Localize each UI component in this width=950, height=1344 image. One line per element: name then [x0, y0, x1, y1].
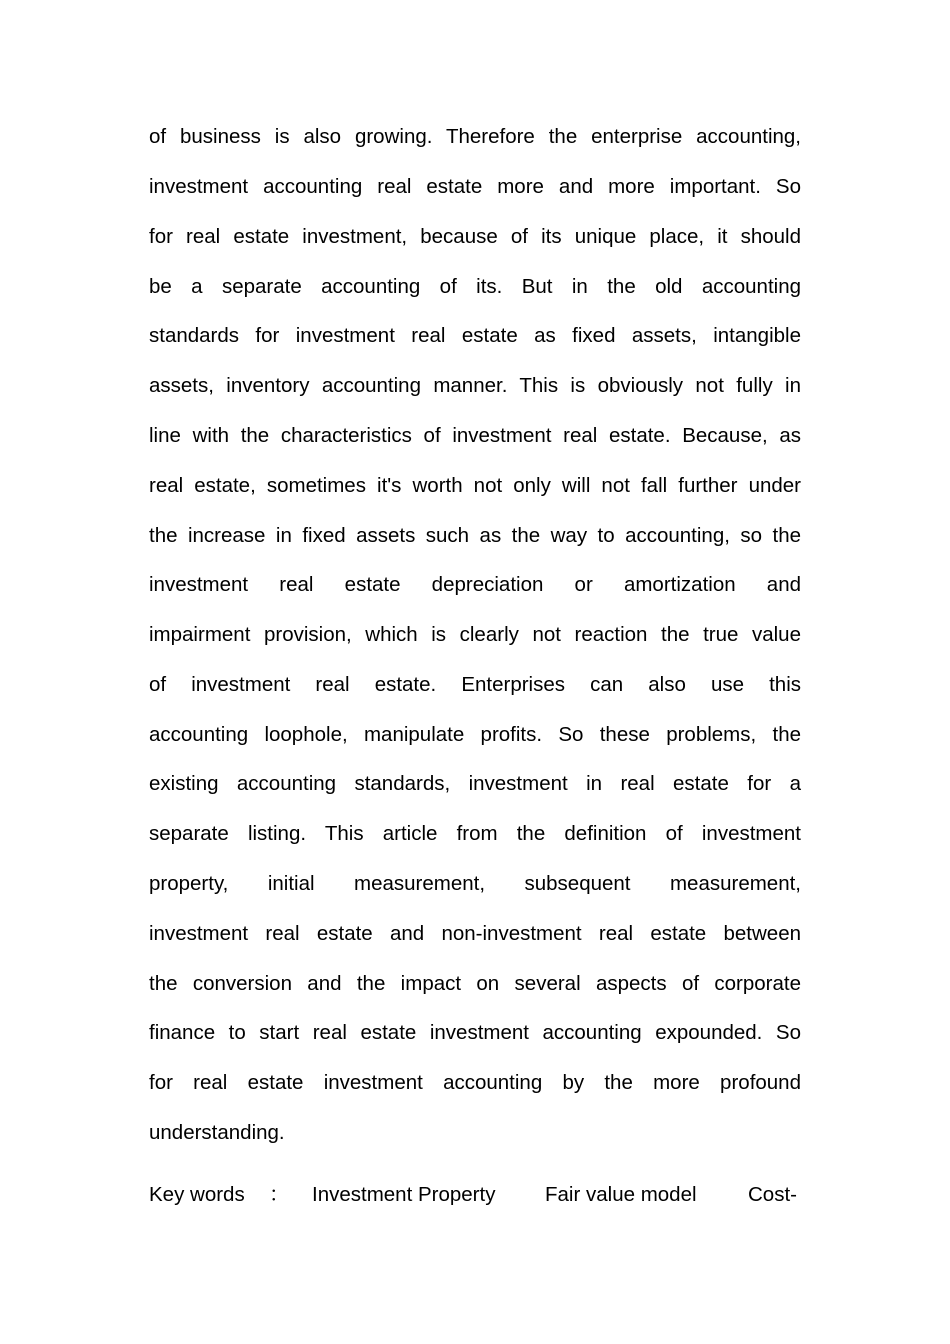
paragraph-line-10: investment real estate depreciation or amortization and	[149, 573, 801, 596]
paragraph-line-11: impairment provision, which is clearly not reaction the true value	[149, 623, 801, 646]
paragraph-line-16: property, initial measurement, subsequent measurement,	[149, 872, 801, 895]
paragraph-line-13: accounting loophole, manipulate profits. So these problems, the	[149, 723, 801, 746]
keyword-item-3: Cost-	[748, 1183, 797, 1206]
paragraph-line-21: understanding.	[149, 1121, 285, 1144]
paragraph-line-5: standards for investment real estate as fixed assets, intangible	[149, 324, 801, 347]
paragraph-line-1: of business is also growing. Therefore the enterprise accounting,	[149, 125, 801, 148]
paragraph-line-15: separate listing. This article from the definition of investment	[149, 822, 801, 845]
paragraph-line-7: line with the characteristics of investment real estate. Because, as	[149, 424, 801, 447]
paragraph-line-6: assets, inventory accounting manner. This is obviously not fully in	[149, 374, 801, 397]
paragraph-line-8: real estate, sometimes it's worth not only will not fall further under	[149, 474, 801, 497]
paragraph-line-20: for real estate investment accounting by the more profound	[149, 1071, 801, 1094]
paragraph-line-18: the conversion and the impact on several aspects of corporate	[149, 972, 801, 995]
paragraph-line-12: of investment real estate. Enterprises can also use this	[149, 673, 801, 696]
paragraph-line-17: investment real estate and non-investment real estate between	[149, 922, 801, 945]
paragraph-line-9: the increase in fixed assets such as the way to accounting, so the	[149, 524, 801, 547]
paragraph-line-3: for real estate investment, because of its unique place, it should	[149, 225, 801, 248]
keywords-line	[149, 1182, 801, 1208]
paragraph-line-14: existing accounting standards, investment in real estate for a	[149, 772, 801, 795]
keyword-item-2: Fair value model	[545, 1183, 697, 1206]
paragraph-line-4: be a separate accounting of its. But in the old accounting	[149, 275, 801, 298]
keywords-label: Key words	[149, 1183, 245, 1206]
keyword-item-1: Investment Property	[312, 1183, 496, 1206]
keywords-separator: ：	[269, 1183, 290, 1206]
paragraph-line-2: investment accounting real estate more and more important. So	[149, 175, 801, 198]
paragraph-line-19: finance to start real estate investment accounting expounded. So	[149, 1021, 801, 1044]
